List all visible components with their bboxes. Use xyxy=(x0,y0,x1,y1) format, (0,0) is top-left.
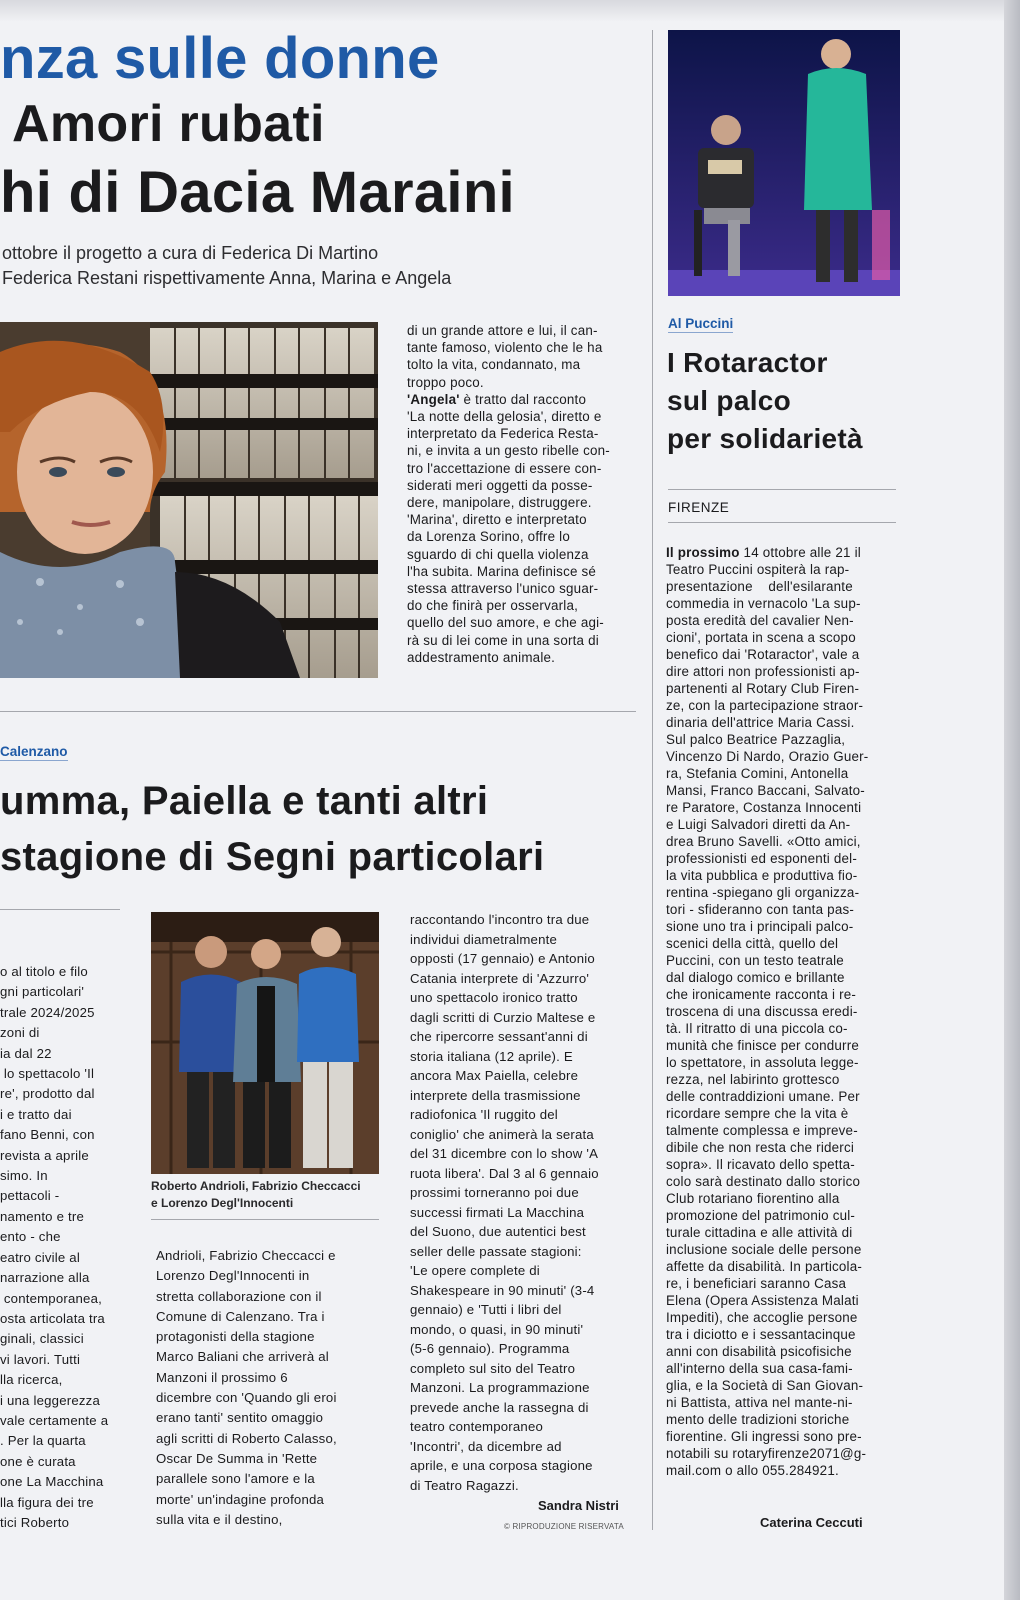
article2-col1-line: o al titolo e filo xyxy=(0,964,88,979)
article1-body-line: interpretato da Federica Resta- xyxy=(407,426,599,442)
article3-body-line: tà. Il ritratto di una piccola co- xyxy=(666,1021,848,1037)
article2-col1-line: osta articolata tra xyxy=(0,1310,105,1326)
article2-column1 xyxy=(0,962,130,1533)
article2-col2-line: morte' un'indagine profonda xyxy=(156,1491,325,1507)
article3-body-line: e Luigi Salvadori diretti da An- xyxy=(666,817,851,833)
article1-body-line: quello del suo amore, e che agi- xyxy=(407,615,604,631)
article3-lead: Il prossimo xyxy=(666,545,740,560)
article2-col1-line: one è curata xyxy=(0,1453,76,1469)
article2-col2-line: Comune di Calenzano. Tra i xyxy=(156,1308,325,1324)
article2-col3-line: Shakespeare in 90 minuti' (3-4 xyxy=(410,1282,595,1298)
article1-body-line: siderati meri oggetti da posse- xyxy=(407,477,593,493)
article2-copyright: © RIPRODUZIONE RISERVATA xyxy=(504,1522,624,1531)
rotaractor-stage-photo xyxy=(668,30,900,296)
divider xyxy=(0,909,120,910)
article3-body-line: Vincenzo Di Nardo, Orazio Guer- xyxy=(666,749,869,765)
article3-body-line: Club rotariano fiorentino alla xyxy=(666,1191,840,1207)
divider xyxy=(668,489,896,490)
article2-col3-line: che ripercorre sessant'anni di xyxy=(410,1029,588,1044)
article1-body-line: 'La notte della gelosia', diretto e xyxy=(407,409,602,425)
article2-col3-line: ancora Max Paiella, celebre xyxy=(410,1068,579,1083)
article3-body-line: Impediti), che accoglie persone xyxy=(666,1310,858,1326)
article2-col1-line: ia dal 22 xyxy=(0,1045,52,1061)
article2-col1-line: revista a aprile xyxy=(0,1147,89,1163)
photo-caption xyxy=(151,1178,361,1212)
article2-col2-line: Manzoni il prossimo 6 xyxy=(156,1369,288,1385)
article3-body-line: partenenti al Rotary Club Firen- xyxy=(666,681,860,697)
article2-col2-line: erano tanti' sentito omaggio xyxy=(156,1410,324,1426)
article2-col1-line: gni particolari' xyxy=(0,984,85,1000)
article1-body-line: rà su di lei come in una sorta di xyxy=(407,632,599,648)
article2-title-line1: umma, Paiella e tanti altri xyxy=(0,779,489,823)
article3-body-line: professionisti ed esponenti del- xyxy=(666,851,858,867)
article3-body-line: talmente complessa e impreve- xyxy=(666,1123,858,1139)
article2-col3-line: 'Le opere complete di xyxy=(410,1263,540,1278)
article1-body-line: troppo poco. xyxy=(407,374,484,390)
article3-body-line: Mansi, Franco Baccani, Salvato- xyxy=(666,783,865,799)
article3-body-line: drea Bruno Savelli. «Otto amici, xyxy=(666,834,861,850)
article2-col1-line: narrazione alla xyxy=(0,1270,90,1286)
article3-body-line: cioni', portata in scena a scopo xyxy=(666,630,856,646)
article2-col3-line: completo sul sito del Teatro xyxy=(410,1360,576,1376)
article2-col3-line: coniglio' che animerà la serata xyxy=(410,1126,594,1142)
article2-col3-line: Manzoni. La programmazione xyxy=(410,1380,590,1395)
article2-col2-line: Oscar De Summa in 'Rette xyxy=(156,1450,318,1466)
article3-body-line: anni con disabilità psicofisiche xyxy=(666,1344,852,1360)
article3-body-line: turale cittadina e alle attività di xyxy=(666,1225,853,1241)
article1-body-line: tante famoso, violento che le ha xyxy=(407,340,603,356)
stage-illustration xyxy=(668,30,900,296)
article3-body-line: mail.com o allo 055.284921. xyxy=(666,1463,839,1479)
article2-col3-line: prossimi torneranno poi due xyxy=(410,1185,579,1200)
article3-body-line: dibile che non resta che riderci xyxy=(666,1140,855,1156)
divider xyxy=(668,522,896,523)
article2-col1-line: fano Benni, con xyxy=(0,1127,95,1143)
article1-body-line: sguardo di chi quella violenza xyxy=(407,546,589,562)
article2-col1-line: re', prodotto dal xyxy=(0,1086,95,1102)
article2-col3-line: opposti (17 gennaio) e Antonio xyxy=(410,951,595,966)
article3-body-line: benefico dai 'Rotaractor', vale a xyxy=(666,647,860,663)
article3-first-line-rest: 14 ottobre alle 21 il xyxy=(739,545,861,560)
article2-col2-line: dicembre con 'Quando gli eroi xyxy=(156,1390,337,1406)
article3-body xyxy=(666,544,898,1479)
article3-body-line: dal dialogo comico e brillante xyxy=(666,970,845,986)
article2-col1-line: eatro civile al xyxy=(0,1249,80,1265)
article3-body-line: tra i diciotto e i sessantacinque xyxy=(666,1327,856,1343)
article3-body-line: Sul palco Beatrice Pazzaglia, xyxy=(666,732,846,748)
article3-body-line: colo sarà destinato dallo storico xyxy=(666,1174,861,1190)
article3-body-line: Puccini, con un testo teatrale xyxy=(666,953,844,969)
article3-body-line: ze, con la partecipazione straor- xyxy=(666,698,864,714)
article3-dateline: FIRENZE xyxy=(668,500,730,515)
article2-col1-line: . Per la quarta xyxy=(0,1433,86,1449)
article3-body-line: Teatro Puccini ospiterà la rap- xyxy=(666,562,850,578)
article2-col3-line: uno spettacolo ironico tratto xyxy=(410,990,578,1005)
article3-body-line: sione uno tra i principali palco- xyxy=(666,919,854,935)
article2-col3-line: interprete della trasmissione xyxy=(410,1087,581,1103)
photo-caption-line1: Roberto Andrioli, Fabrizio Checcacci xyxy=(151,1179,361,1193)
article3-body-line: munità che finisce per condurre xyxy=(666,1038,860,1054)
article3-body-line: dire attori non professionisti ap- xyxy=(666,664,860,680)
article2-col1-line: vale certamente a xyxy=(0,1412,109,1428)
dacia-maraini-photo xyxy=(0,322,378,678)
article2-col1-line: vi lavori. Tutti xyxy=(0,1351,81,1367)
group-photo-illustration xyxy=(151,912,379,1174)
article1-body-line: tolto la vita, condannato, ma xyxy=(407,357,581,373)
article3-body-line: all'interno della sua casa-fami- xyxy=(666,1361,853,1377)
divider xyxy=(0,711,636,712)
article2-title-line2: stagione di Segni particolari xyxy=(0,835,545,879)
article1-body-line: da Lorenza Sorino, offre lo xyxy=(407,529,570,545)
article2-col1-line: i e tratto dai xyxy=(0,1106,72,1122)
article3-body-line: la vita pubblica e produttiva fio- xyxy=(666,868,858,884)
article3-body-line: notabili su rotaryfirenze2071@g- xyxy=(666,1446,867,1462)
article3-body-line: troscena di una discussa eredi- xyxy=(666,1004,858,1020)
screen-edge xyxy=(1004,0,1020,1600)
article3-body-line: commedia in vernacolo 'La sup- xyxy=(666,596,861,612)
article3-body-line: promozione del patrimonio cul- xyxy=(666,1208,856,1224)
article2-col2-line: Lorenzo Degl'Innocenti in xyxy=(156,1268,310,1284)
article1-body-line: ni, e invita a un gesto ribelle con- xyxy=(407,443,610,459)
actors-photo xyxy=(151,912,379,1174)
article2-col3-line: successi firmati La Macchina xyxy=(410,1204,585,1220)
article1-body-line: tro l'accettazione di essere con- xyxy=(407,460,602,476)
article2-col1-line: i una leggerezza xyxy=(0,1392,100,1408)
article3-kicker: Al Puccini xyxy=(668,316,734,331)
article2-col3-line: prevede anche la rassegna di xyxy=(410,1399,589,1415)
article3-body-line xyxy=(666,544,898,561)
article2-col1-line: contemporanea, xyxy=(0,1290,102,1306)
article3-title-line2: sul palco xyxy=(667,385,792,416)
article2-col3-line: individui diametralmente xyxy=(410,931,558,947)
article2-col3-line: storia italiana (12 aprile). E xyxy=(410,1048,573,1064)
article2-col3-line: 'Incontri', da dicembre ad xyxy=(410,1438,562,1454)
article2-signature: Sandra Nistri xyxy=(538,1498,619,1513)
article1-subtitle-line2: Federica Restani rispettivamente Anna, Marina e Angela xyxy=(2,268,452,288)
article2-col3-line: teatro contemporaneo xyxy=(410,1419,544,1434)
article1-body-line: l'ha subita. Marina definisce sé xyxy=(407,563,597,579)
article2-kicker: Calenzano xyxy=(0,744,68,759)
article2-col1-line: ento - che xyxy=(0,1229,61,1245)
article2-column2 xyxy=(156,1246,391,1530)
article2-col3-line: Catania interprete di 'Azzurro' xyxy=(410,970,590,986)
divider xyxy=(151,1219,379,1220)
article1-body-line: addestramento animale. xyxy=(407,649,556,665)
article2-col3-line: gennaio) e 'Tutti i libri del xyxy=(410,1302,562,1317)
article3-body-line: presentazione dell'esilarante xyxy=(666,579,853,595)
article3-body-line: rentina -spiegano gli organizza- xyxy=(666,885,860,901)
article2-col1-line: lla ricerca, xyxy=(0,1372,63,1388)
article2-col1-line: lla figura dei tre xyxy=(0,1494,94,1510)
article2-col1-line: pettacoli - xyxy=(0,1188,60,1204)
article2-col1-line: one La Macchina xyxy=(0,1474,104,1490)
article1-subtitle-line1: ottobre il progetto a cura di Federica Di Martino xyxy=(2,243,379,263)
article2-col3-line: (5-6 gennaio). Programma xyxy=(410,1341,570,1356)
article3-body-line: che ironicamente racconta i re- xyxy=(666,987,857,1003)
page-top-shadow xyxy=(0,0,1004,22)
article3-body-line: inclusione sociale delle persone xyxy=(666,1242,862,1258)
article2-col2-line: sulla vita e il destino, xyxy=(156,1511,283,1527)
article2-col3-line: del Suono, due autentici best xyxy=(410,1224,586,1239)
article2-col1-line: lo spettacolo 'Il xyxy=(0,1066,95,1082)
article2-col2-line: parallele sono l'amore e la xyxy=(156,1471,315,1487)
article2-col3-line: radiofonica 'Il ruggito del xyxy=(410,1107,558,1122)
article2-col1-line: zoni di xyxy=(0,1025,40,1041)
article1-title-line3: hi di Dacia Maraini xyxy=(0,160,515,225)
article1-body-line: dere, manipolare, distruggere. xyxy=(407,495,592,511)
article2-col1-line: namento e tre xyxy=(0,1208,84,1224)
photo-caption-line2: e Lorenzo Degl'Innocenti xyxy=(151,1196,294,1210)
article2-col2-line: agli scritti di Roberto Calasso, xyxy=(156,1430,337,1446)
portrait-illustration xyxy=(0,322,378,678)
article2-col2-line: protagonisti della stagione xyxy=(156,1329,315,1345)
article2-col1-line: tici Roberto xyxy=(0,1514,70,1530)
article3-body-line: affette da disabilità. In particola- xyxy=(666,1259,863,1275)
article2-col3-line: seller delle passate stagioni: xyxy=(410,1243,582,1259)
article2-col1-line: trale 2024/2025 xyxy=(0,1004,95,1020)
article2-column3 xyxy=(410,910,640,1495)
article3-body-line: fiorentine. Gli ingressi sono pre- xyxy=(666,1429,862,1445)
article3-body-line: scenici della città, quello del xyxy=(666,936,839,952)
article3-body-line: posta eredità del cavalier Nen- xyxy=(666,613,854,629)
article3-signature: Caterina Ceccuti xyxy=(760,1515,863,1530)
article2-col3-line: mondo, o quasi, in 90 minuti' xyxy=(410,1321,584,1337)
article1-body-line: 'Marina', diretto e interpretato xyxy=(407,512,587,528)
column-rule xyxy=(652,30,653,1530)
article1-body-line: di un grande attore e lui, il can- xyxy=(407,323,598,338)
article3-body-line: ra, Stefania Comini, Antonella xyxy=(666,766,849,782)
article2-col1-line: simo. In xyxy=(0,1168,48,1184)
article3-body-line: lo spettatore, in assoluta legge- xyxy=(666,1055,859,1071)
article3-body-line: Elena (Opera Assistenza Malati xyxy=(666,1293,859,1309)
article2-col3-line: di Teatro Ragazzi. xyxy=(410,1477,519,1493)
article3-body-line: ni Battista, attiva nel mante-ni- xyxy=(666,1395,853,1411)
article3-body-line: delle contraddizioni umane. Per xyxy=(666,1089,860,1105)
article2-col2-line: Andrioli, Fabrizio Checcacci e xyxy=(156,1248,336,1263)
article3-body-line: ricordare sempre che la vita è xyxy=(666,1106,849,1122)
article2-col2-line: Marco Baliani che arriverà al xyxy=(156,1349,329,1365)
article2-col3-line: raccontando l'incontro tra due xyxy=(410,912,590,927)
article2-col3-line: aprile, e una corposa stagione xyxy=(410,1458,593,1473)
article2-col3-line: dagli scritti di Curzio Maltese e xyxy=(410,1009,596,1025)
article3-body-line: glia, e la Società di San Giovan- xyxy=(666,1378,864,1394)
article2-col3-line: ruota libera'. Dal 3 al 6 gennaio xyxy=(410,1165,599,1181)
article1-title-line1: nza sulle donne xyxy=(0,26,440,91)
article1-body xyxy=(407,322,637,666)
article1-title-line2: Amori rubati xyxy=(12,95,325,153)
article2-col3-line: del 31 dicembre con lo show 'A xyxy=(410,1146,599,1161)
article3-body-line: sopra». Il ricavato dello spetta- xyxy=(666,1157,855,1173)
article3-body-line: re Paratore, Costanza Innocenti xyxy=(666,800,862,816)
article3-body-line: rezza, nel labirinto grottesco xyxy=(666,1072,840,1088)
article2-col1-line: ginali, classici xyxy=(0,1331,84,1347)
article3-title-line1: I Rotaractor xyxy=(667,347,828,378)
article3-body-line: mento delle tradizioni storiche xyxy=(666,1412,850,1428)
article1-body-line: 'Angela' è tratto dal racconto xyxy=(407,391,587,407)
article3-title-line3: per solidarietà xyxy=(667,423,863,454)
article3-body-line: re, i beneficiari saranno Casa xyxy=(666,1276,847,1292)
article2-col2-line: stretta collaborazione con il xyxy=(156,1288,322,1304)
article1-body-line: stessa attraverso l'unico sguar- xyxy=(407,581,599,597)
article1-body-line: do che finirà per osservarla, xyxy=(407,598,579,614)
article3-body-line: dinaria dell'attrice Maria Cassi. xyxy=(666,715,855,731)
article3-body-line: tori - sfideranno con tanta pas- xyxy=(666,902,855,918)
